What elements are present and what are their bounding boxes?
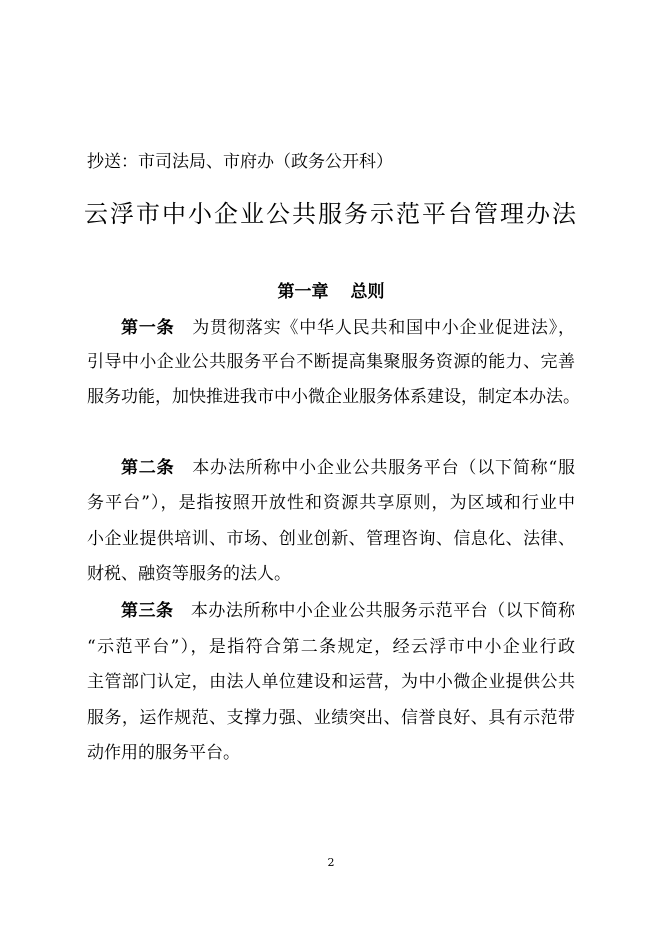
article-2-label: 第二条 <box>121 458 175 478</box>
article-1-line-2: 引导中小企业公共服务平台不断提高集聚服务资源的能力、完善 <box>87 352 575 372</box>
page-number: 2 <box>327 856 335 869</box>
article-2-line-3: 小企业提供培训、市场、创业创新、管理咨询、信息化、法律、 <box>87 529 575 549</box>
article-3-line-4: 服务，运作规范、支撑力强、业绩突出、信誉良好、具有示范带 <box>87 708 575 728</box>
article-3-label: 第三条 <box>121 601 174 621</box>
chapter-heading <box>0 280 662 304</box>
article-1-line-1 <box>121 316 575 340</box>
article-2-text-1: 本办法所称中小企业公共服务平台（以下简称“服 <box>191 458 575 478</box>
article-3-line-2: “示范平台”），是指符合第二条规定，经云浮市中小企业行政 <box>87 637 575 657</box>
article-1-label: 第一条 <box>121 318 175 338</box>
chapter-name: 总则 <box>350 282 385 302</box>
cc-line: 抄送：市司法局、市府办（政务公开科） <box>87 152 393 172</box>
article-2-line-1 <box>121 456 575 480</box>
article-3-line-1 <box>121 599 575 623</box>
document-title: 云浮市中小企业公共服务示范平台管理办法 <box>84 200 578 228</box>
article-3-line-5: 动作用的服务平台。 <box>87 743 240 763</box>
article-1-line-3: 服务功能，加快推进我市中小微企业服务体系建设，制定本办法。 <box>87 387 580 407</box>
article-2-line-2: 务平台”），是指按照开放性和资源共享原则，为区域和行业中 <box>87 493 575 513</box>
article-2-line-4: 财税、融资等服务的法人。 <box>87 564 291 584</box>
article-3-line-3: 主管部门认定，由法人单位建设和运营，为中小微企业提供公共 <box>87 672 575 692</box>
chapter-number: 第一章 <box>277 282 329 302</box>
article-3-text-1: 本办法所称中小企业公共服务示范平台（以下简称 <box>190 601 576 621</box>
article-1-text-1: 为贯彻落实《中华人民共和国中小企业促进法》， <box>191 318 576 338</box>
